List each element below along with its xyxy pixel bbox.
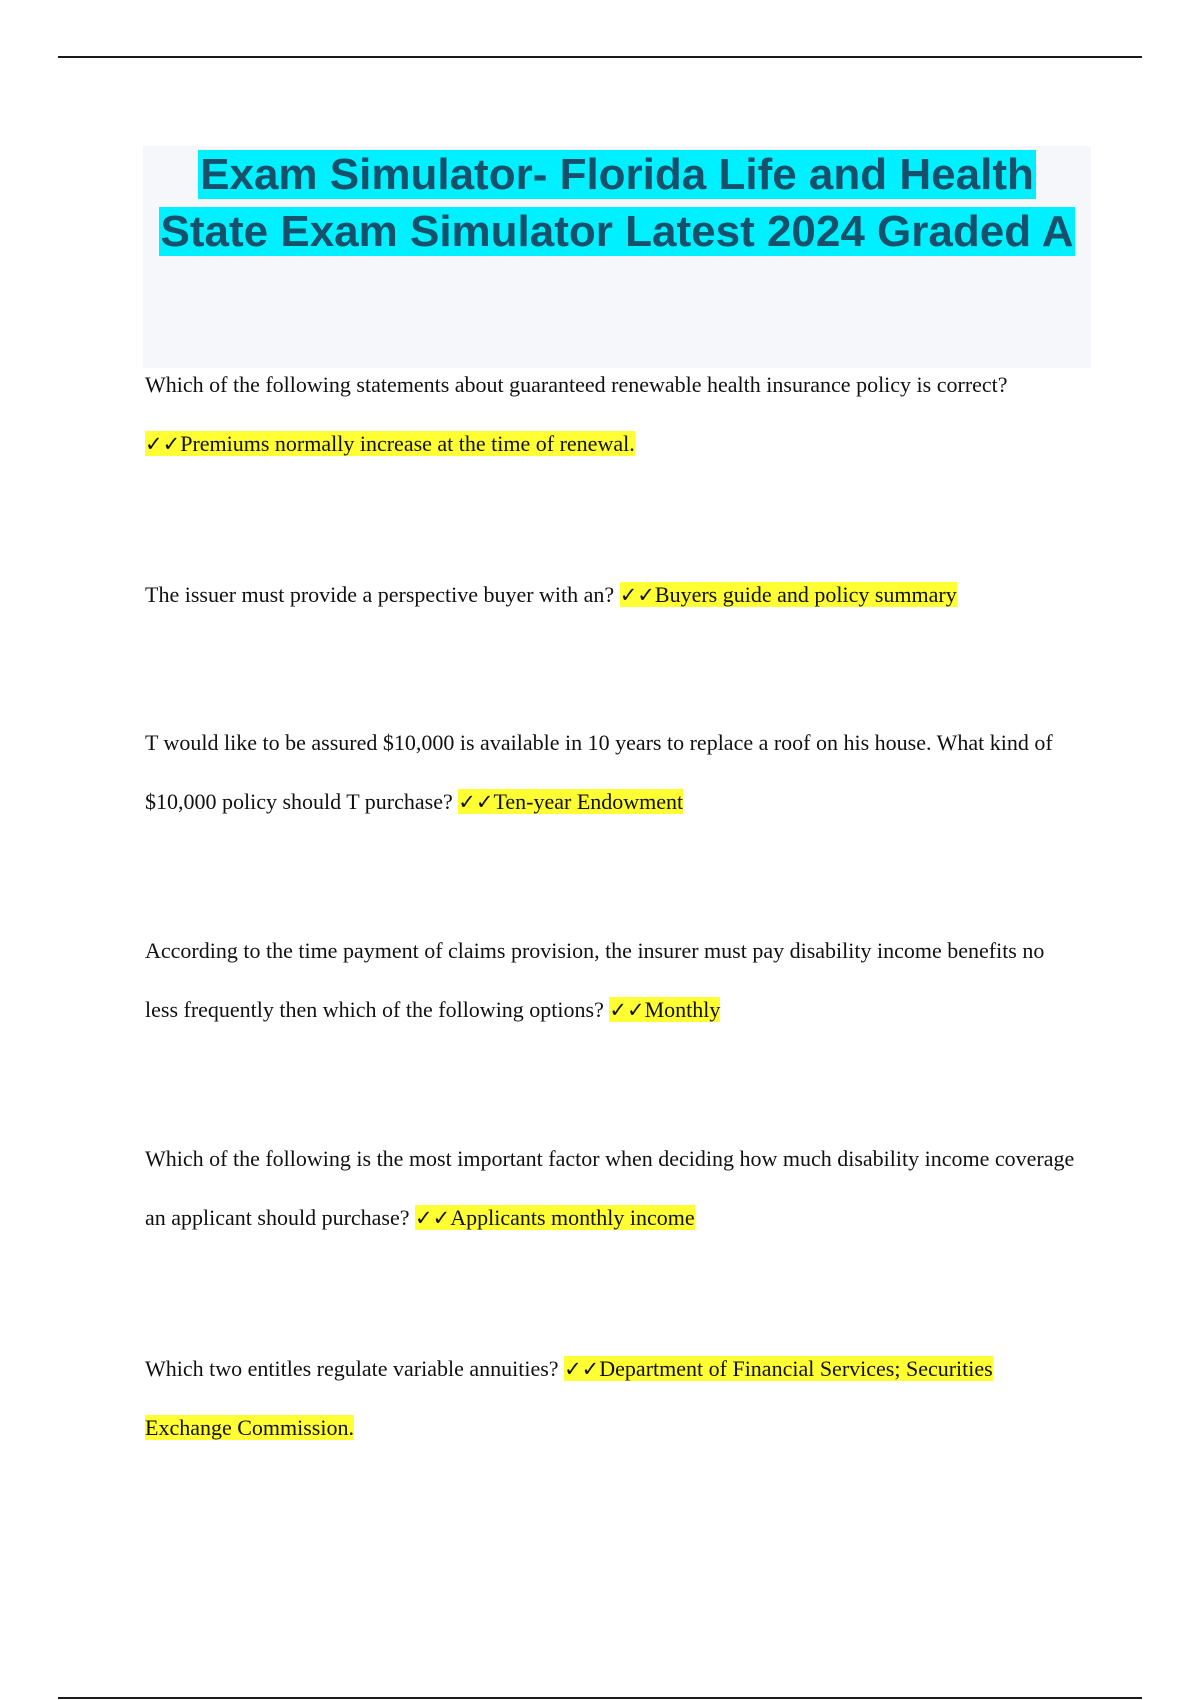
answer-text: Monthly [644,996,721,1022]
answer-highlight [415,1205,695,1230]
answer-highlight [145,431,635,456]
top-rule [58,56,1142,58]
qa-item-4 [145,922,1080,1039]
double-check-icon: ✓✓ [145,431,181,456]
question-text: Which of the following statements about guaranteed renewable health insurance policy is correct? [145,372,1008,397]
qa-item-2 [145,566,1080,625]
document-title [143,146,1091,260]
double-check-icon: ✓✓ [619,583,655,607]
question-text: Which two entitles regulate variable annuities? [145,1356,559,1381]
question-text: Which of the following is the most important factor when deciding how much disability income coverage an applicant should purchase? [145,1146,1075,1230]
question-text: T would like to be assured $10,000 is available in 10 years to replace a roof on his house. What kind of $10,000 policy should T purchase? [145,730,1053,814]
qa-item-3 [145,714,1080,831]
answer-text: Premiums normally increase at the time of renewal. [180,430,635,456]
bottom-rule [58,1697,1142,1699]
double-check-icon: ✓✓ [564,1357,600,1381]
title-box [143,146,1091,368]
answer-text: Buyers guide and policy summary [654,582,957,607]
question-text: The issuer must provide a perspective buyer with an? [145,582,615,607]
answer-text: Department of Financial Services; Securities Exchange Commission. [145,1356,993,1440]
title-highlight: Exam Simulator- Florida Life and Health State Exam Simulator Latest 2024 Graded A [160,150,1074,256]
qa-item-6 [145,1340,1080,1457]
qa-item-5 [145,1130,1080,1247]
double-check-icon: ✓✓ [458,789,494,814]
double-check-icon: ✓✓ [609,997,645,1022]
answer-highlight [620,582,957,607]
answer-text: Applicants monthly income [450,1204,695,1230]
qa-item-1 [145,356,1080,473]
double-check-icon: ✓✓ [415,1205,451,1230]
answer-text: Ten-year Endowment [493,788,684,814]
question-text: According to the time payment of claims provision, the insurer must pay disability income benefits no less frequently then which of the following options? [145,938,1045,1022]
answer-highlight [458,789,683,814]
answer-highlight [609,997,720,1022]
